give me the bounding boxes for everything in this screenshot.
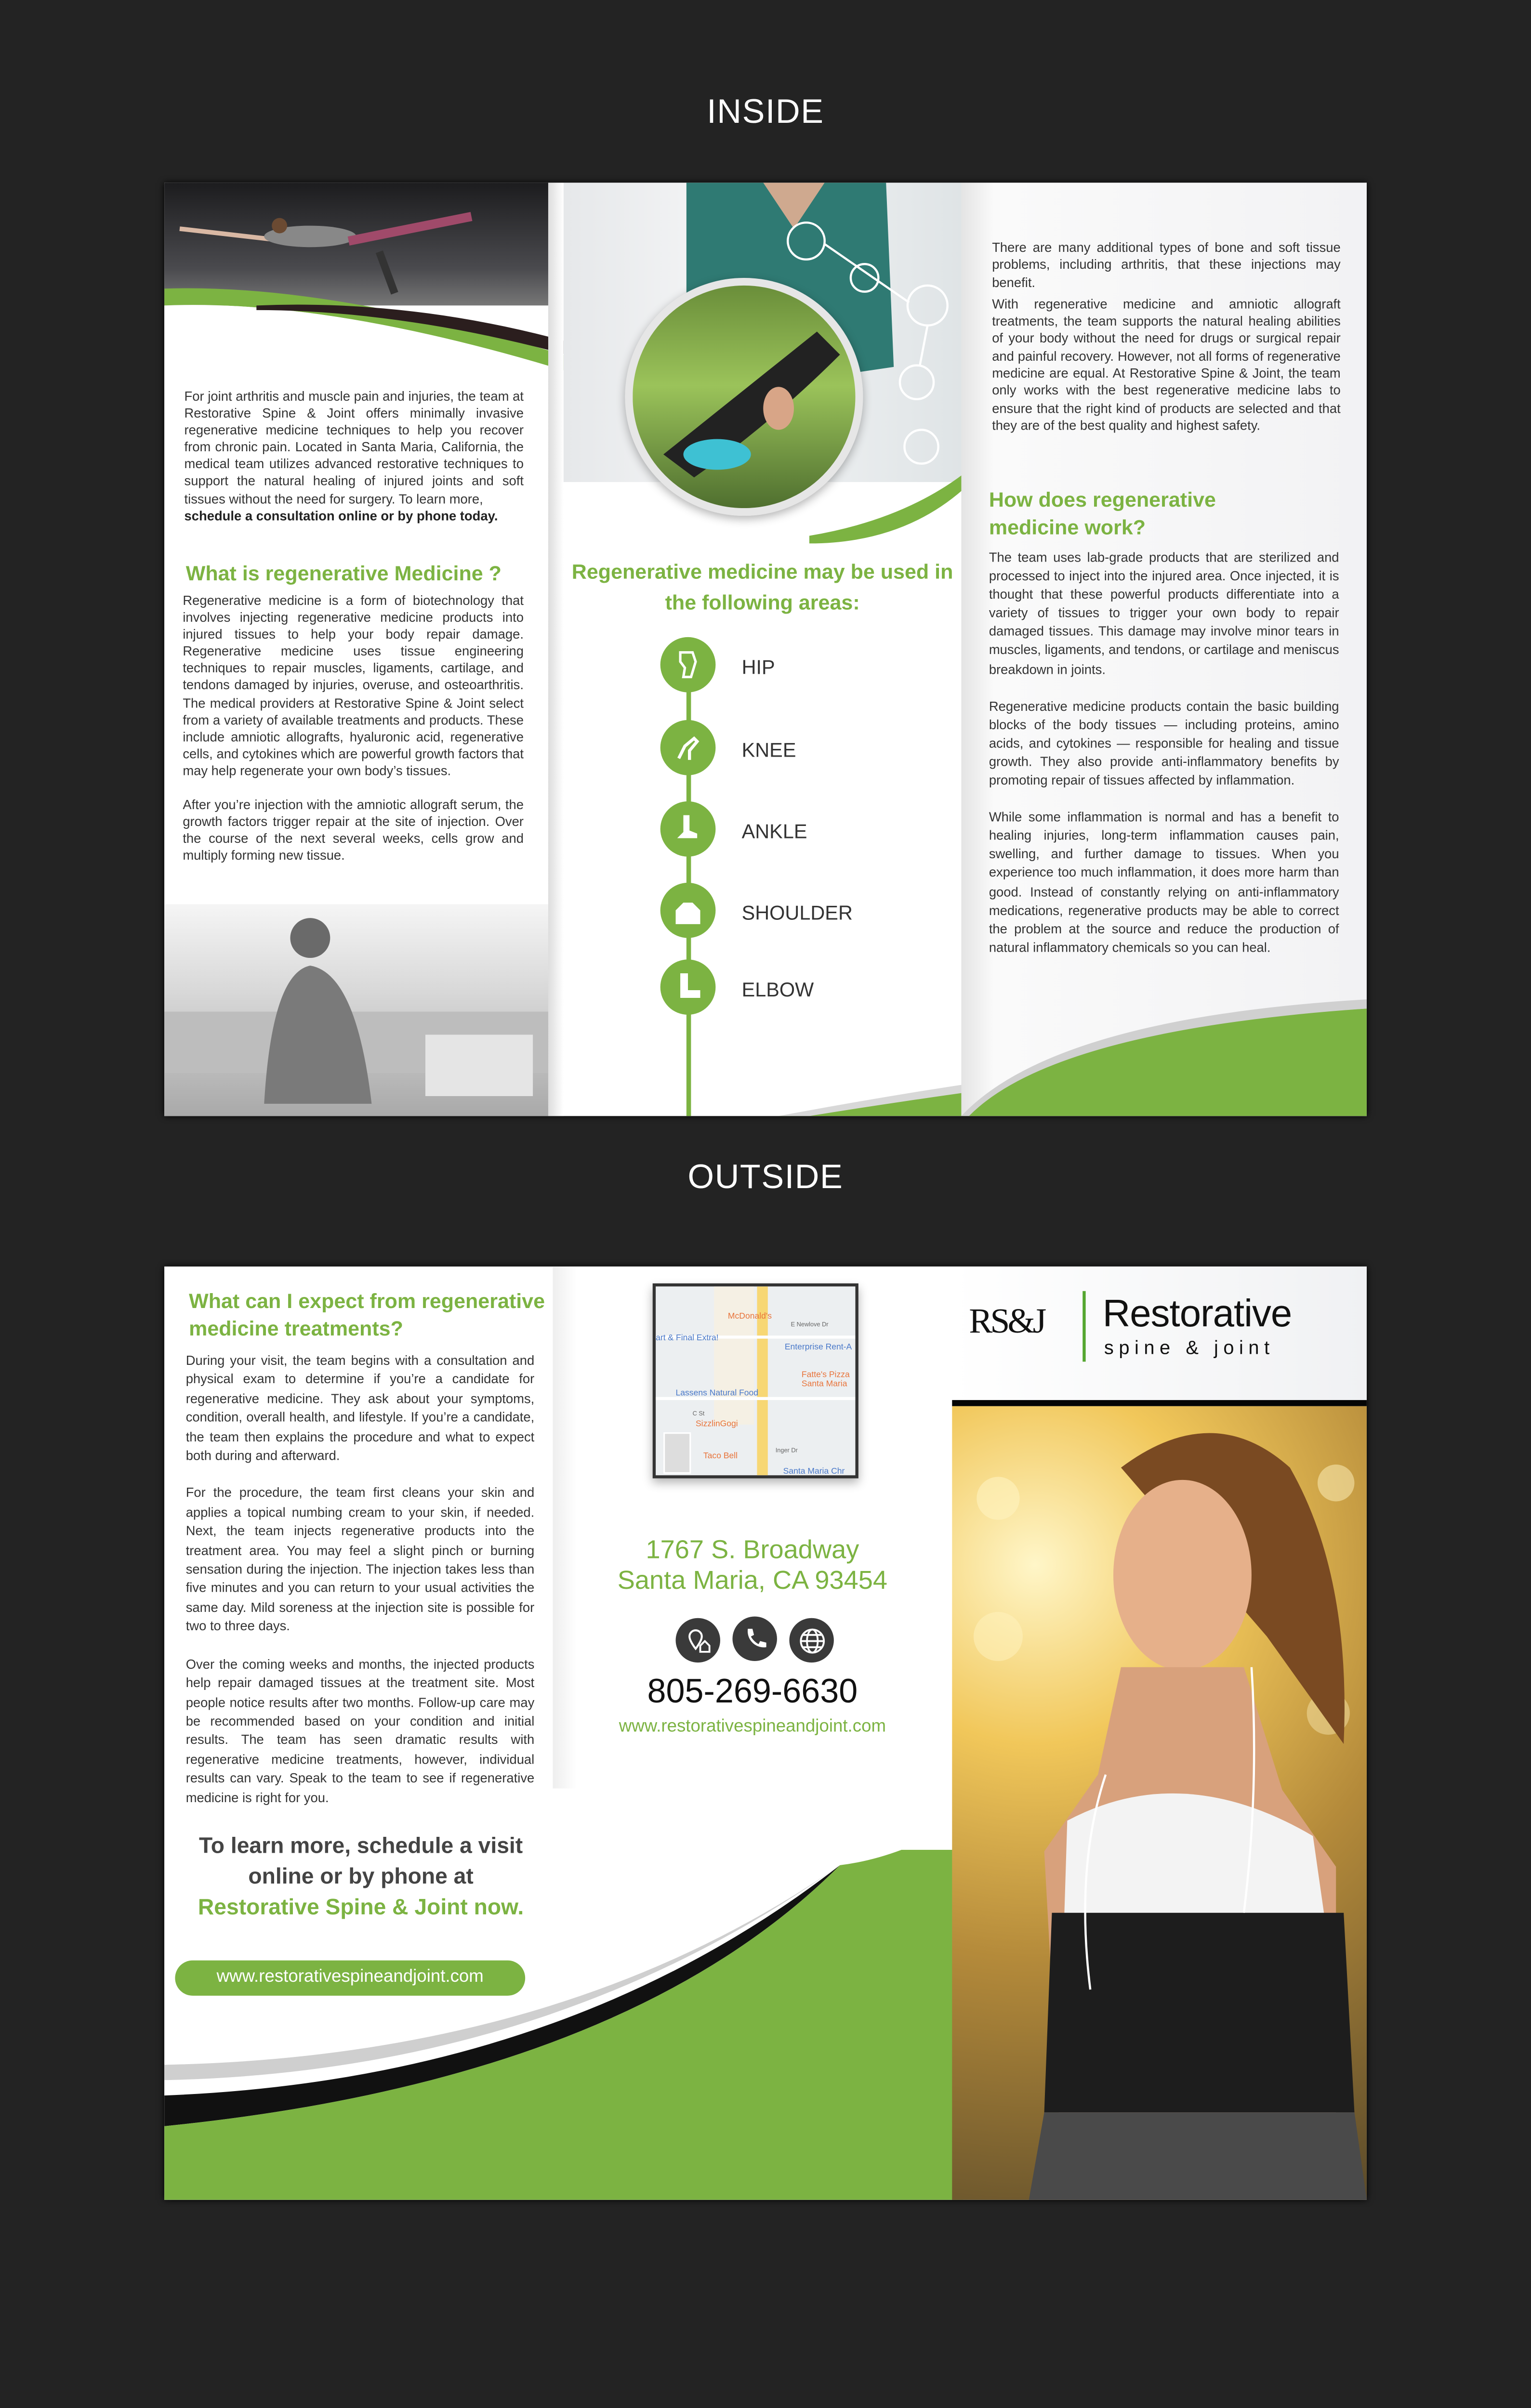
cta-brand: Restorative Spine & Joint now.: [198, 1896, 524, 1921]
inside-title: INSIDE: [707, 92, 824, 131]
location-map[interactable]: [653, 1283, 858, 1479]
fold-shadow: [548, 183, 564, 1116]
website-button[interactable]: www.restorativespineandjoint.com: [175, 1961, 525, 1996]
runner-photo: [952, 1406, 1367, 2200]
procedure-text: For the procedure, the team first cleans your skin and applies a topical numbing cream to your skin, if needed. Next, the team injects regenerative products into the treatment area. You may feel a slight pinch or burning sensation during the injection. The injection takes less than five minutes and you can return to your usual activities the same day. Mild soreness at the injection site is possible for two to three days.: [185, 1485, 535, 1634]
lab-grade-text: The team uses lab-grade products that are sterilized and processed to inject into the injured area. Once injected, it is thought that these powerful products differentiate into a variety of tissues to trigger your own body to repair damaged tissues. This damage may involve minor tears in muscles, ligaments, and tendons, or cartilage and meniscus breakdown in joints.: [989, 550, 1339, 677]
ankle-icon: [660, 801, 716, 857]
amniotic-text: With regenerative medicine and amniotic allograft treatments, the team supports the natural healing abilities of your body without the need for drugs or surgical repair and painful recovery. However, not all forms of regenerative medicine are equal. At Restorative Spine & Joint, the team only works with the best regenerative medicine labs to ensure that the right kind of products are selected and that they are of the best quality and highest safety.: [992, 296, 1341, 433]
phone-number[interactable]: 805-269-6630: [647, 1672, 858, 1710]
logo-name: Restorative: [1102, 1292, 1292, 1336]
outside-title: OUTSIDE: [687, 1157, 844, 1196]
results-text: Over the coming weeks and months, the injected products help repair damaged tissues at the treatment site. Most people notice results after two months. Follow-up care may be recommended based on your condition and initial results. The team has seen dramatic results with regenerative medicine treatments, however, individual results can vary. Speak to the team to see if regenerative medicine is right for you.: [185, 1656, 535, 1805]
what-is-heading: What is regenerative Medicine ?: [185, 562, 502, 585]
map-label: Santa Maria Chr: [783, 1467, 845, 1477]
phone-icon[interactable]: [732, 1617, 777, 1661]
hip-icon: [660, 637, 716, 693]
globe-icon[interactable]: [789, 1618, 833, 1662]
area-label: KNEE: [741, 738, 796, 762]
logo: [952, 1267, 1367, 1400]
area-label: ELBOW: [741, 978, 814, 1001]
address-line2: Santa Maria, CA 93454: [617, 1566, 888, 1595]
map-label: SizzlinGogi: [695, 1420, 738, 1429]
map-label: Enterprise Rent-A: [784, 1343, 852, 1353]
neck-pain-photo: [164, 904, 548, 1116]
map-label: Taco Bell: [703, 1452, 738, 1462]
map-label: art & Final Extra!: [656, 1334, 719, 1344]
expect-heading: What can I expect from regenerative medicine treatments?: [189, 1289, 545, 1340]
black-green-swoosh: [164, 1850, 963, 2200]
knee-icon: [660, 720, 716, 775]
outside-panel: [164, 1267, 1367, 2200]
logo-mark: RS&J: [969, 1302, 1044, 1340]
map-label: E Newlove Dr: [791, 1320, 829, 1328]
what-is-text: Regenerative medicine is a form of biotechnology that involves injecting regenerative medicine products into injured tissues to help your body repair damage. Regenerative medicine uses tissue engineering techniques to repair muscles, ligaments, cartilage, and tendons damaged by injuries, overuse, and osteoarthritis. The medical providers at Restorative Spine & Joint select from a variety of available treatments and products. These include amniotic allografts, hyaluronic acid, regenerative cells, and cytokines which are powerful growth factors that may help regenerate your own body’s tissues.: [183, 592, 524, 778]
after-injection-text: After you’re injection with the amniotic allograft serum, the growth factors trigger repair at the site of injection. Over the course of the next several weeks, cells grow and multiply forming new tissue.: [183, 797, 524, 864]
building-blocks-text: Regenerative medicine products contain the basic building blocks of the body tissues — including proteins, amino acids, and cytokines — responsible for healing and tissue growth. They also provide anti-inflammatory benefits by promoting repair of tissues affected by inflammation.: [989, 698, 1339, 788]
cta-text: To learn more, schedule a visit online or by phone at: [198, 1834, 523, 1890]
map-label: Fatte's Pizza Santa Maria: [801, 1371, 850, 1389]
logo-bar: [952, 1400, 1367, 1406]
location-icon[interactable]: [676, 1618, 720, 1662]
logo-divider: [1082, 1291, 1085, 1362]
area-label: ANKLE: [741, 820, 807, 843]
area-label: SHOULDER: [741, 901, 853, 924]
areas-connector-line: [686, 643, 691, 1116]
area-label: HIP: [741, 655, 775, 679]
logo-sub: spine & joint: [1104, 1337, 1275, 1359]
map-label: Lassens Natural Food: [675, 1389, 759, 1399]
green-swoosh-middle: [809, 413, 963, 551]
green-wave-right: [961, 996, 1367, 1116]
inflammation-text: While some inflammation is normal and has a benefit to healing injuries, long-term inflammation causes pain, swelling, and further damage to tissues. When you experience too much inflammation, it does more harm than good. Instead of constantly relying on anti-inflammatory medications, regenerative products may be able to correct the problem at the source and reduce the production of natural inflammatory chemicals so you can heal.: [989, 809, 1339, 955]
map-label: McDonald's: [727, 1312, 772, 1322]
address-line1: 1767 S. Broadway: [646, 1535, 859, 1565]
map-label: C St: [692, 1409, 705, 1417]
shoulder-icon: [660, 883, 716, 938]
intro-text: For joint arthritis and muscle pain and injuries, the team at Restorative Spine & Joint offers minimally invasive regenerative medicine techniques to help you recover from chronic pain. Located in Santa Maria, California, the medical team utilizes advanced restorative techniques to support the natural healing of injured joints and soft tissues without the need for surgery. To learn more,: [184, 388, 524, 506]
additional-types-text: There are many additional types of bone and soft tissue problems, including arthritis, that these injections may benefit.: [992, 239, 1341, 290]
intro-cta: schedule a consultation online or by phone today.: [184, 507, 498, 523]
areas-heading: Regenerative medicine may be used in the following areas:: [571, 560, 953, 615]
map-label: Inger Dr: [775, 1446, 798, 1454]
visit-text: During your visit, the team begins with a consultation and physical exam to determine if you’re a candidate for regenerative medicine. They ask about your symptoms, condition, overall health, and lifestyle. If you’re a candidate, the team then explains the procedure and what to expect both during and afterward.: [185, 1352, 535, 1463]
website-link[interactable]: www.restorativespineandjoint.com: [619, 1717, 886, 1737]
how-does-heading: How does regenerative medicine work?: [989, 488, 1216, 539]
elbow-icon: [660, 959, 716, 1015]
inside-panel: [164, 183, 1367, 1116]
